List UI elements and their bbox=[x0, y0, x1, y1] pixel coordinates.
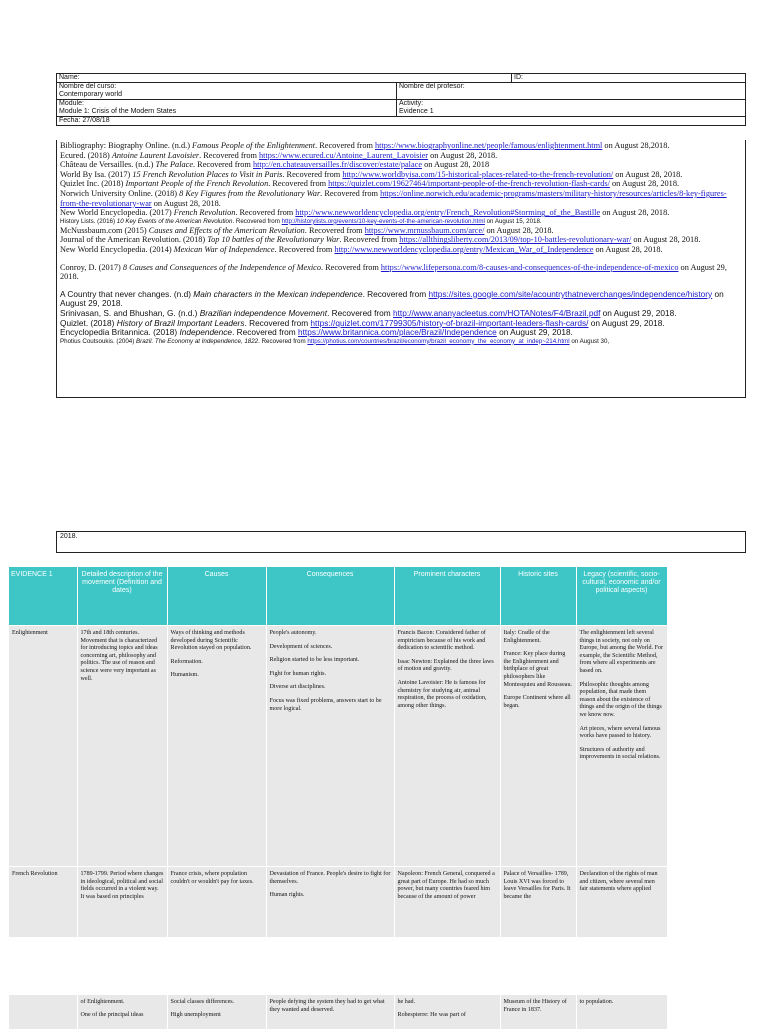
citation-date: on August 28, 2018. bbox=[613, 169, 683, 179]
citation-date: on August 29, 2018. bbox=[60, 262, 727, 282]
cell-paragraph: Human rights. bbox=[269, 892, 305, 899]
citation-link[interactable]: https://www.mrnussbaum.com/arce/ bbox=[364, 225, 485, 235]
bibliography-entry bbox=[60, 218, 742, 226]
citation-title: Independence bbox=[179, 327, 233, 338]
cell-paragraph: Social classes differences. bbox=[170, 999, 235, 1005]
citation-recovered: . Recovered from bbox=[232, 217, 282, 225]
citation-title: History of Brazil Important Leaders bbox=[116, 317, 245, 328]
citation-recovered: . Recovered from bbox=[268, 179, 329, 189]
bibliography-continuation bbox=[56, 531, 746, 553]
citation-recovered: . Recovered from bbox=[235, 208, 296, 218]
citation-author: New World Encyclopedia. (2017) bbox=[60, 208, 174, 218]
citation-title: Mexican War of Independence bbox=[173, 244, 275, 254]
citation-date: on August 30, bbox=[569, 337, 610, 345]
citation-author: Encyclopedia Britannica. (2018) bbox=[60, 327, 180, 338]
bibliography-entry bbox=[60, 151, 742, 161]
bibliography-entry bbox=[60, 263, 742, 282]
citation-title: Main characters in the Mexican independence bbox=[193, 288, 363, 299]
citation-link[interactable]: https://quizlet.com/17799305/history-of-brazil-important-leaders-flash-cards/ bbox=[310, 317, 589, 328]
cell-legacy bbox=[576, 626, 667, 867]
bibliography-section bbox=[56, 140, 746, 398]
citation-date: on August 29, 2018. bbox=[588, 317, 665, 328]
citation-author: History Lists. (2016) bbox=[60, 217, 117, 225]
citation-link[interactable]: http://www.worldbyisa.com/15-historical-places-related-to-the-french-revolution/ bbox=[342, 169, 614, 179]
bibliography-entry bbox=[60, 179, 742, 189]
citation-author: Quizlet Inc. (2018) bbox=[60, 179, 126, 189]
citation-title: 15 French Revolution Places to Visit in Paris bbox=[132, 169, 283, 179]
citation-date: on August 29, 2018. bbox=[600, 307, 677, 318]
column-header: Detailed description of the movement (Definition and dates) bbox=[77, 567, 167, 626]
citation-author: Journal of the American Revolution. (2018) bbox=[60, 235, 208, 245]
citation-recovered: . Recovered from bbox=[320, 188, 381, 198]
citation-recovered: . Recovered from bbox=[362, 288, 429, 299]
header-info-table bbox=[56, 73, 746, 126]
cell-paragraph: Palace of Versailles- 1789, Louis XVI was forced to leave Versailles for Paris. It became the bbox=[503, 871, 571, 900]
cell-causes bbox=[167, 626, 266, 867]
citation-title: 10 Key Events of the American Revolution bbox=[116, 217, 233, 225]
citation-date: on August 28, 2018. bbox=[609, 179, 680, 189]
cell-characters bbox=[394, 867, 500, 938]
name-field bbox=[57, 74, 512, 83]
cell-consequences bbox=[266, 867, 394, 938]
module-label: Module: bbox=[59, 100, 84, 107]
bibliography-entry bbox=[60, 208, 742, 218]
cell-paragraph: Ways of thinking and methods developed during Scientific Revolution stayed on population. bbox=[170, 630, 252, 652]
bibliography-entry bbox=[60, 189, 742, 208]
citation-title: Important People of the French Revolution bbox=[125, 179, 269, 189]
citation-link[interactable]: http://www.ananyacleetus.com/HOTANotes/F4/Brazil.pdf bbox=[393, 307, 601, 318]
bibliography-entry bbox=[60, 160, 742, 170]
bibliography-entry bbox=[60, 245, 742, 255]
bibliography-entry bbox=[60, 338, 742, 346]
cell-paragraph: France: Key place during the Enlightenment and birthplace of great philosophers like Montesquieu and Rousseau. bbox=[503, 651, 573, 688]
citation-recovered: . Recovered from bbox=[282, 169, 343, 179]
column-header: Historic sites bbox=[500, 567, 576, 626]
cell-movement: Enlightenment bbox=[9, 626, 77, 867]
table-row bbox=[9, 867, 667, 938]
citation-date: on August 28, 2018. bbox=[484, 225, 554, 235]
citation-link[interactable]: https://online.norwich.edu/academic-programs/masters/military-history/resources/articles/8-key-figures-from-the-revolutionary-war bbox=[60, 188, 727, 208]
citation-author: Bibliography: Biography Online. (n.d.) bbox=[60, 141, 193, 150]
cell-paragraph: Philosophic thoughts among population, that made them reason about the existence of things and the origin of the things we know now. bbox=[579, 681, 662, 718]
citation-recovered: . Recovered from bbox=[315, 141, 375, 150]
citation-link[interactable]: http://historylists.org/events/10-key-events-of-the-american-revolution.html bbox=[281, 217, 485, 225]
citation-title: 8 Causes and Consequences of the Independence of Mexico bbox=[122, 262, 321, 272]
cell-paragraph: Devastation of France. People's desire to fight for themselves. bbox=[269, 871, 391, 885]
cell-sites bbox=[500, 867, 576, 938]
citation-recovered: . Recovered from bbox=[327, 307, 394, 318]
cell-paragraph: Issac Newton: Explained the three laws of motion and gravity. bbox=[397, 658, 494, 673]
cell-paragraph: Robespierre: He was part of bbox=[397, 1011, 466, 1018]
citation-author: Norwich University Online. (2018) bbox=[60, 188, 180, 198]
citation-title: Famous People of the Enlightenment bbox=[192, 141, 316, 150]
table-row bbox=[9, 626, 667, 867]
citation-recovered: . Recovered from bbox=[321, 262, 381, 272]
citation-recovered: . Recovered from bbox=[199, 150, 260, 160]
bibliography-entry bbox=[60, 170, 742, 180]
cell-paragraph: People's autonomy. bbox=[269, 630, 317, 636]
citation-date: on August 28, 2018. bbox=[600, 208, 670, 218]
module-value: Module 1: Crisis of the Modern States bbox=[59, 108, 177, 115]
cell-paragraph: Fight for human rights. bbox=[269, 670, 327, 677]
column-header: EVIDENCE 1 bbox=[9, 567, 77, 626]
cell-paragraph: Declaration of the rights of man and citizen, where several men fair statements where applied bbox=[579, 871, 658, 893]
date-field bbox=[57, 117, 746, 126]
citation-recovered: . Recovered from bbox=[244, 317, 311, 328]
citation-date: on August 15, 2018. bbox=[484, 217, 542, 225]
citation-author: Château de Versailles. (n.d.) bbox=[60, 160, 156, 170]
cell-paragraph: to population. bbox=[579, 999, 614, 1005]
cell-paragraph: Museum of the History of France in 1837. bbox=[503, 999, 567, 1013]
citation-date: on August 28, 2018. bbox=[631, 235, 701, 245]
citation-recovered: . Recovered from bbox=[304, 225, 365, 235]
citation-author: Srinivasan, S. and Bhushan, G. (n.d.) bbox=[60, 307, 200, 318]
activity-label: Activity: bbox=[399, 100, 424, 107]
cell-paragraph: Art pieces, where several famous works have passed to history. bbox=[579, 725, 661, 740]
column-header: Prominent characters bbox=[394, 567, 500, 626]
citation-author: A Country that never changes. (n.d) bbox=[60, 288, 194, 299]
citation-link[interactable]: https://www.lifepersona.com/8-causes-and-consequences-of-the-independence-of-mexico bbox=[380, 262, 679, 272]
cell-legacy bbox=[576, 867, 667, 938]
cell-paragraph: The enlightenment left several things in society, not only on Europe, but among the World. For example, the Scientific Method, from where all experiments are based on. bbox=[579, 630, 664, 674]
cell-paragraph: of Enlightenment. bbox=[80, 999, 125, 1005]
citation-recovered: . Recovered from bbox=[232, 327, 299, 338]
citation-link[interactable]: https://quizlet.com/19627464/important-people-of-the-french-revolution-flash-cards/ bbox=[328, 179, 610, 189]
citation-title: The Palace bbox=[155, 160, 194, 170]
cell-paragraph: 1789-1799. Period where changes in ideological, political and social fields occurred in a violent way. It was based on principles bbox=[80, 871, 164, 900]
cell-paragraph: Development of sciences. bbox=[269, 643, 333, 650]
cell-paragraph: Diverse art disciplines. bbox=[269, 684, 326, 691]
citation-title: French Revolution bbox=[173, 208, 236, 218]
bibliography-entry bbox=[60, 141, 742, 151]
cell-sites bbox=[500, 626, 576, 867]
cell-paragraph: Focus was fixed problems, answers start to be more logical. bbox=[269, 697, 382, 712]
cell-paragraph: One of the principal ideas bbox=[80, 1011, 144, 1018]
cell-paragraph: Napoleon: French General, conquered a great part of Europe. He had so much power, but many countries feared him because of the amount of power bbox=[397, 871, 495, 900]
cell-description bbox=[77, 626, 167, 867]
course-label: Nombre del curso: bbox=[59, 83, 117, 90]
citation-link[interactable]: http://www.newworldencyclopedia.org/entry/Mexican_War_of_Independence bbox=[334, 244, 594, 254]
citation-author: World By Isa. (2017) bbox=[60, 169, 133, 179]
citation-date: on August 29, 2018. bbox=[496, 327, 573, 338]
citation-link[interactable]: https://www.biographyonline.net/people/famous/enlightenment.html bbox=[375, 141, 603, 150]
citation-link[interactable]: https://sites.google.com/site/acountrythatneverchanges/independence/history bbox=[428, 288, 713, 299]
citation-recovered: . Recovered from bbox=[274, 244, 335, 254]
citation-author: Ecured. (2018) bbox=[60, 150, 112, 160]
cell-consequences bbox=[266, 626, 394, 867]
citation-date: on August 28, 2018. bbox=[593, 244, 663, 254]
citation-title: Antoine Laurent Lavoisier bbox=[111, 150, 200, 160]
citation-date: on August 28, 2018. bbox=[151, 198, 221, 208]
column-header: Causes bbox=[167, 567, 266, 626]
citation-link[interactable]: http://en.chateauversailles.fr/discover/estate/palace bbox=[252, 160, 423, 170]
cell-paragraph: Reformation. bbox=[170, 658, 203, 665]
citation-author: Conroy, D. (2017) bbox=[60, 262, 123, 272]
cell-characters bbox=[394, 626, 500, 867]
date-value: Fecha: 27/08/18 bbox=[59, 117, 110, 124]
id-label: ID: bbox=[514, 74, 523, 81]
cell-paragraph: France crisis, where population couldn't or wouldn't pay for taxes. bbox=[170, 871, 254, 885]
citation-title: 8 Key Figures from the Revolutionary War bbox=[179, 188, 321, 198]
citation-title: Top 10 battles of the Revolutionary War bbox=[207, 235, 340, 245]
evidence-table bbox=[9, 567, 668, 937]
cell-movement: French Revolution bbox=[9, 867, 77, 938]
id-field bbox=[512, 74, 746, 83]
bibliography-entry bbox=[60, 328, 742, 338]
citation-link[interactable]: https://www.ecured.cu/Antoine_Laurent_Lavoisier bbox=[259, 150, 429, 160]
module-field bbox=[57, 100, 397, 117]
cell-paragraph: Italy: Cradle of the Enlightenment. bbox=[503, 630, 550, 644]
citation-author: Quizlet. (2018) bbox=[60, 317, 117, 328]
column-header: Consequences bbox=[266, 567, 394, 626]
citation-date: on August 28, 2018. bbox=[428, 150, 498, 160]
cell-paragraph: Religion started to be less important. bbox=[269, 657, 360, 664]
cell-description bbox=[77, 867, 167, 938]
cell-causes bbox=[167, 867, 266, 938]
cell-paragraph: 17th and 18th centuries. Movement that is characterized for introducing topics and ideas concerning art, philosophy and politics. The use of reason and science were very important as well. bbox=[80, 630, 158, 682]
citation-title: Brazil. The Economy at Independence, 1822 bbox=[136, 337, 259, 345]
bibliography-entry bbox=[60, 290, 742, 309]
cell-paragraph: High unemployment bbox=[170, 1011, 221, 1018]
citation-date: on August 28,2018. bbox=[602, 141, 670, 150]
activity-value: Evidence 1 bbox=[399, 108, 434, 115]
evidence-table-header bbox=[9, 567, 667, 626]
bibliography-entry bbox=[60, 226, 742, 236]
cell-paragraph: Antoine Lavoisier: He is famous for chemistry for studying air, animal respiration, the process of oxidation, among other things. bbox=[397, 679, 487, 709]
bibliography-entry bbox=[60, 235, 742, 245]
cell-paragraph: he had. bbox=[397, 999, 416, 1005]
cell-paragraph: Structures of authority and improvements in social relations. bbox=[579, 746, 661, 761]
cell-paragraph: People defying the system they had to get what they wanted and deserved. bbox=[269, 999, 385, 1013]
citation-link[interactable]: http://www.newworldencyclopedia.org/entry/French_Revolution#Storming_of_the_Bastille bbox=[295, 208, 601, 218]
name-label: Name: bbox=[59, 74, 80, 81]
course-value: Contemporary world bbox=[59, 91, 123, 98]
cell-paragraph: Francis Bacon: Considered father of empiricism because of his work and dedication to scientific method. bbox=[397, 630, 486, 652]
citation-author: Photius Coutsoukis. (2004) bbox=[60, 337, 137, 345]
citation-recovered: . Recovered from bbox=[258, 337, 308, 345]
citation-link[interactable]: https://www.britannica.com/place/Brazil/Independence bbox=[298, 327, 497, 338]
column-header: Legacy (scientific, socio-cultural, economic and/or political aspects) bbox=[576, 567, 667, 626]
professor-label: Nombre del profesor: bbox=[399, 83, 465, 90]
citation-title: Brazilian independence Movement bbox=[199, 307, 328, 318]
cell-paragraph: Humanism. bbox=[170, 672, 199, 679]
activity-field bbox=[397, 100, 746, 117]
cell-paragraph: Europe Continent where all began. bbox=[503, 695, 571, 709]
citation-author: New World Encyclopedia. (2014) bbox=[60, 244, 174, 254]
citation-recovered: . Recovered from bbox=[339, 235, 400, 245]
citation-recovered: . Recovered from bbox=[193, 160, 253, 170]
citation-date: on August 28, 2018 bbox=[422, 160, 490, 170]
citation-date: on August 29, 2018. bbox=[60, 288, 724, 309]
citation-link[interactable]: https://allthingsliberty.com/2013/09/top-10-battles-revolutionary-war/ bbox=[399, 235, 632, 245]
professor-field bbox=[397, 83, 746, 100]
course-field bbox=[57, 83, 397, 100]
continuation-text: 2018. bbox=[60, 533, 78, 540]
citation-title: Causes and Effects of the American Revolution bbox=[148, 225, 305, 235]
citation-link[interactable]: https://photius.com/countries/brazil/economy/brazil_economy_the_economy_at_indep~214.html bbox=[307, 337, 570, 345]
citation-author: McNussbaum.com (2015) bbox=[60, 225, 149, 235]
